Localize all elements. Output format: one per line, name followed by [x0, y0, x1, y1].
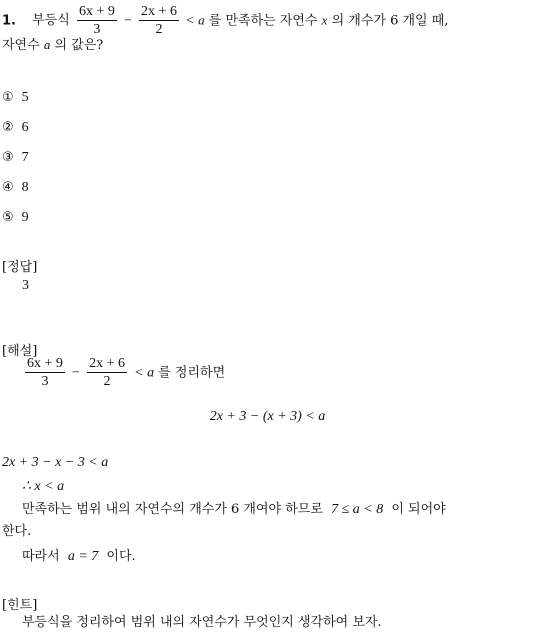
answer-label: [정답] [2, 260, 38, 275]
question-less-than: < [186, 13, 194, 29]
choice-3-value: 7 [21, 150, 29, 165]
solution-fraction-2 [87, 356, 127, 390]
hint-label: [힌트] [2, 598, 38, 613]
solution-line4-text-b: 이 되어야 [391, 502, 446, 517]
question-fraction-2 [139, 4, 179, 38]
hint-text: 부등식을 정리하여 범위 내의 자연수가 무엇인지 생각하여 보자. [22, 615, 382, 630]
question-tail-text: 의 개수가 6 개일 때, [331, 13, 449, 29]
question-mid-text: 를 만족하는 자연수 [208, 13, 318, 29]
question-var-x: x [321, 12, 328, 28]
question-fraction-1-numerator: 6x + 9 [77, 4, 117, 21]
choice-5-value: 9 [21, 210, 29, 225]
solution-fraction-1-denominator: 3 [41, 374, 49, 390]
question-number: 1. [2, 13, 16, 29]
solution-line6-text-a: 따라서 [22, 549, 60, 564]
question-line2-pre: 자연수 [2, 38, 40, 53]
choice-2-value: 6 [21, 120, 29, 135]
solution-line6-text-b: 이다. [106, 549, 136, 564]
solution-line6-math: a = 7 [67, 549, 99, 564]
solution-line-4 [22, 502, 446, 518]
question-fraction-2-denominator: 2 [155, 22, 163, 38]
choice-4[interactable] [2, 180, 29, 196]
solution-line-5: 한다. [2, 524, 32, 539]
solution-line-3: ∴ x < a [22, 479, 65, 494]
answer-value: 3 [22, 278, 29, 293]
solution-line4-text-a: 만족하는 범위 내의 자연수의 개수가 6 개여야 하므로 [22, 502, 323, 517]
choice-3-mark: ③ [2, 150, 14, 165]
question-line-1 [2, 4, 448, 38]
solution-minus: − [72, 365, 80, 381]
question-fraction-1-denominator: 3 [93, 22, 101, 38]
solution-line4-math: 7 ≤ a < 8 [331, 502, 384, 517]
solution-fraction-2-denominator: 2 [103, 374, 111, 390]
solution-relation: < a [134, 365, 155, 381]
choice-5-mark: ⑤ [2, 210, 14, 225]
choice-1-mark: ① [2, 90, 14, 105]
question-fraction-1 [77, 4, 117, 38]
solution-fraction-2-numerator: 2x + 6 [87, 356, 127, 373]
question-intro: 부등식 [32, 13, 70, 29]
choice-4-value: 8 [21, 180, 29, 195]
question-line2-var: a [43, 37, 51, 52]
choice-1[interactable] [2, 90, 29, 106]
solution-fraction-1-numerator: 6x + 9 [25, 356, 65, 373]
choice-2[interactable] [2, 120, 29, 136]
solution-line1-text: 를 정리하면 [158, 365, 226, 381]
question-fraction-2-numerator: 2x + 6 [139, 4, 179, 21]
question-line-2 [2, 38, 103, 54]
choice-1-value: 5 [21, 90, 29, 105]
choice-3[interactable] [2, 150, 29, 166]
solution-label: [해설] [2, 344, 38, 359]
question-line2-post: 의 값은? [54, 38, 104, 53]
solution-line-2: 2x + 3 − x − 3 < a [2, 455, 109, 470]
question-minus: − [124, 13, 132, 29]
solution-line-6 [22, 549, 136, 565]
question-var-a: a [198, 12, 205, 28]
solution-line-1 [22, 356, 225, 390]
choice-2-mark: ② [2, 120, 14, 135]
solution-display-equation: 2x + 3 − (x + 3) < a [209, 409, 326, 424]
solution-fraction-1 [25, 356, 65, 390]
choice-5[interactable] [2, 210, 29, 226]
choice-4-mark: ④ [2, 180, 14, 195]
